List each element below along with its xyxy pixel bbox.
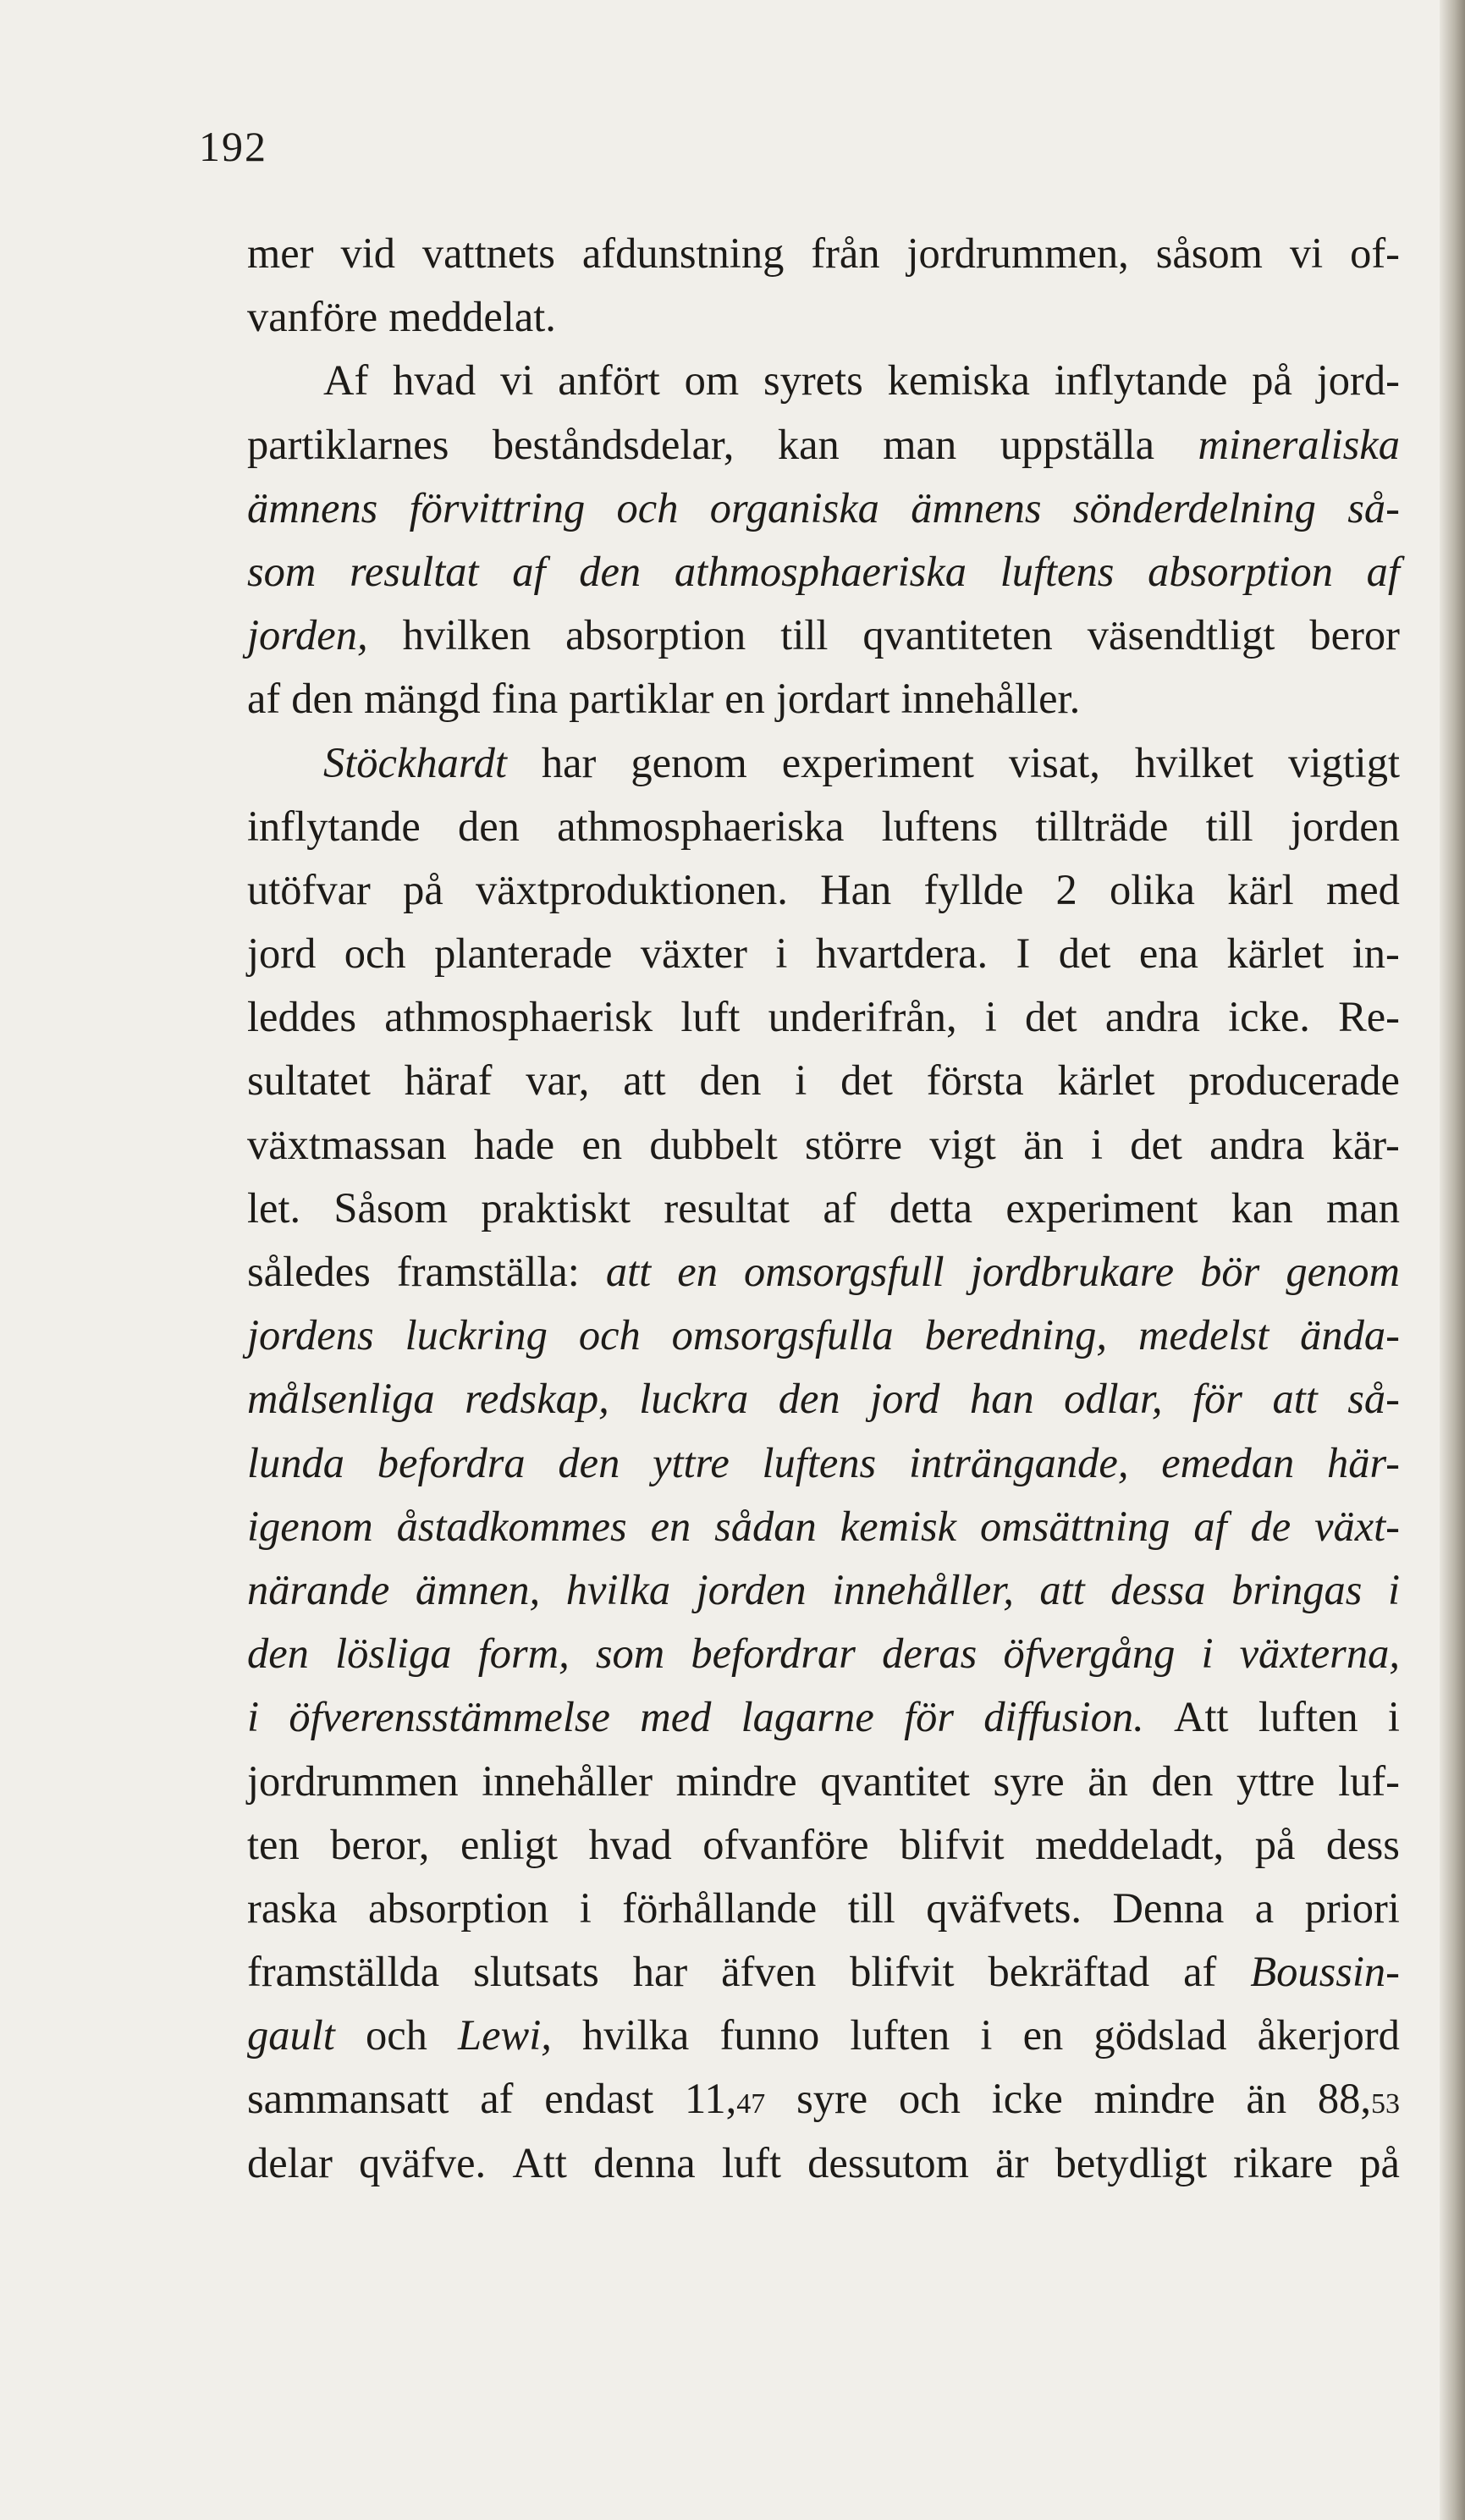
italic-word: närande	[247, 1565, 390, 1613]
italic-word: beredning,	[924, 1311, 1108, 1359]
word: partiklar	[569, 675, 714, 723]
word: med	[1325, 865, 1400, 913]
word: blifvit	[850, 1948, 955, 1996]
italic-word: hvilka	[565, 1565, 671, 1613]
word: kan	[777, 420, 840, 468]
italic-word: den	[247, 1629, 309, 1678]
word: vi	[500, 356, 534, 405]
word: innehåller.	[900, 675, 1081, 723]
text-line	[247, 604, 1400, 667]
italic-word: bringas	[1231, 1565, 1363, 1613]
word: anfört	[558, 356, 660, 405]
word: meddeladt,	[1035, 1820, 1225, 1868]
word: luf-	[1338, 1756, 1400, 1805]
italic-word: deras	[882, 1629, 978, 1678]
word: mängd	[364, 675, 481, 723]
word: häraf	[404, 1056, 493, 1105]
word: vanföre	[247, 293, 378, 341]
word: experiment	[781, 738, 974, 786]
word: jordart	[775, 675, 890, 723]
word: såsom	[1155, 229, 1263, 277]
word: hvilken	[402, 611, 531, 659]
text-line	[247, 1558, 1400, 1622]
word: andra	[1209, 1120, 1305, 1168]
word: inflytande	[247, 802, 421, 850]
word: 88,53	[1317, 2075, 1400, 2123]
italic-word: som	[247, 547, 317, 595]
italic-word: jorden	[696, 1565, 807, 1613]
italic-word: befordra	[377, 1438, 526, 1486]
italic-word: en	[650, 1502, 691, 1550]
word: en	[581, 1120, 623, 1168]
word: af	[480, 2075, 514, 2123]
italic-word: Lewi,	[458, 2011, 552, 2060]
word: bekräftad	[988, 1948, 1150, 1996]
word: åkerjord	[1257, 2011, 1400, 2060]
word: resultat	[664, 1183, 790, 1232]
word: på	[1359, 2138, 1400, 2186]
text-line	[247, 540, 1400, 604]
italic-word: af	[512, 547, 546, 595]
word: mer	[247, 229, 314, 277]
word: andra	[1104, 993, 1200, 1041]
word: producerade	[1188, 1056, 1400, 1105]
italic-word: yttre	[653, 1438, 730, 1486]
italic-word: af	[1366, 547, 1400, 595]
word: detta	[889, 1183, 973, 1232]
word: utöfvar	[247, 865, 371, 913]
word: qväfvets.	[926, 1883, 1082, 1932]
text-line	[247, 413, 1400, 477]
word: qvantitet	[820, 1756, 970, 1805]
word: den	[699, 1056, 762, 1105]
word: dess	[1325, 1820, 1400, 1868]
italic-word: öfvergång	[1003, 1629, 1176, 1678]
word: luft	[721, 2138, 781, 2186]
word: priori	[1304, 1883, 1400, 1932]
word: sammansatt	[247, 2075, 449, 2123]
word: innehåller	[482, 1756, 653, 1805]
word: i	[984, 993, 997, 1041]
italic-word: dessa	[1110, 1565, 1206, 1613]
italic-word: så-	[1347, 1375, 1400, 1423]
word: på	[1252, 356, 1292, 405]
italic-word: ämnen,	[415, 1565, 541, 1613]
word: till	[1205, 802, 1253, 850]
word: till	[847, 1883, 895, 1932]
word: inflytande	[1054, 356, 1228, 405]
word: en	[724, 675, 765, 723]
italic-word: ända-	[1300, 1311, 1400, 1359]
word: i	[795, 1056, 807, 1105]
italic-word: förvittring	[409, 483, 586, 532]
word: uppställa	[1000, 420, 1155, 468]
italic-word: befordrar	[691, 1629, 856, 1678]
word: en	[1022, 2011, 1064, 2060]
word: mindre	[675, 1756, 797, 1805]
italic-word: Boussin-	[1250, 1948, 1400, 1996]
italic-word: i	[1201, 1629, 1214, 1678]
italic-word: innehåller,	[832, 1565, 1014, 1613]
word: större	[805, 1120, 903, 1168]
italic-word: lunda	[247, 1438, 345, 1486]
word: leddes	[247, 993, 357, 1041]
word: jord-	[1316, 356, 1400, 405]
word: det	[840, 1056, 893, 1105]
italic-word: lösliga	[335, 1629, 452, 1678]
italic-word: att	[1039, 1565, 1085, 1613]
text-line	[247, 349, 1400, 412]
italic-word: en	[677, 1248, 718, 1295]
word: meddelat.	[388, 293, 556, 341]
word: funno	[719, 2011, 820, 2060]
word: genom	[631, 738, 747, 786]
word: 11,47	[685, 2075, 766, 2123]
word: växtproduktionen.	[475, 865, 788, 913]
text-line	[247, 1431, 1400, 1495]
italic-word: mineraliska	[1198, 420, 1400, 468]
word: slutsats	[473, 1948, 599, 1996]
word: Af	[323, 356, 369, 405]
italic-word: absorption	[1148, 547, 1333, 595]
text-line	[247, 1177, 1400, 1240]
word: är	[995, 2138, 1029, 2186]
text-line	[247, 922, 1400, 985]
word: underifrån,	[768, 993, 957, 1041]
italic-word: för	[904, 1693, 954, 1741]
word: beståndsdelar,	[492, 420, 735, 468]
word: luft	[680, 993, 741, 1041]
italic-word: målsenliga	[247, 1375, 435, 1423]
word: beror,	[330, 1820, 430, 1868]
word: olika	[1109, 865, 1195, 913]
word: yttre	[1236, 1756, 1315, 1805]
word: dessutom	[807, 2138, 969, 2186]
word: i	[1387, 1693, 1400, 1741]
word: förhållande	[622, 1883, 818, 1932]
word: ofvanföre	[702, 1820, 869, 1868]
word: qväfve.	[359, 2138, 487, 2186]
word: den	[457, 802, 520, 850]
italic-word: athmosphaeriska	[674, 547, 967, 595]
word: väsendtligt	[1087, 611, 1275, 659]
text-line	[247, 1304, 1400, 1367]
word: jord	[247, 929, 317, 978]
italic-word: medelst	[1137, 1311, 1269, 1359]
text-line	[247, 2004, 1400, 2067]
word: att	[623, 1056, 666, 1105]
word: på	[1254, 1820, 1296, 1868]
word: jordrummen,	[906, 229, 1129, 277]
italic-word: ämnens	[911, 483, 1042, 532]
italic-word: kemisk	[840, 1502, 957, 1550]
word: första	[926, 1056, 1024, 1105]
word: än	[1246, 2075, 1287, 2123]
word: kan	[1231, 1183, 1293, 1232]
word: har	[541, 738, 597, 786]
italic-word: diffusion.	[983, 1693, 1144, 1741]
word: till	[780, 611, 829, 659]
word: i	[775, 929, 788, 978]
word: Re-	[1338, 993, 1400, 1041]
text-line	[247, 1367, 1400, 1431]
text-line	[247, 2131, 1400, 2195]
word: rikare	[1233, 2138, 1334, 2186]
text-line	[247, 1622, 1400, 1685]
italic-word: åstadkommes	[396, 1502, 627, 1550]
word: Denna	[1112, 1883, 1225, 1932]
word: om	[684, 356, 740, 405]
italic-word: för	[1192, 1375, 1242, 1423]
italic-word: af	[1193, 1502, 1227, 1550]
word: of-	[1350, 229, 1400, 277]
italic-word: de	[1250, 1502, 1292, 1550]
word: af	[823, 1183, 856, 1232]
word: luften	[1258, 1693, 1358, 1741]
word: och	[898, 2075, 961, 2123]
text-line	[247, 1240, 1400, 1304]
word: har	[632, 1948, 688, 1996]
word: var,	[526, 1056, 590, 1105]
word: delar	[247, 2138, 333, 2186]
italic-word: den	[778, 1375, 840, 1423]
word: Att	[1174, 1693, 1229, 1741]
word: det	[1058, 929, 1111, 978]
word: vi	[1289, 229, 1324, 277]
italic-word: och	[616, 483, 679, 532]
italic-word: igenom	[247, 1502, 373, 1550]
word: mindre	[1093, 2075, 1215, 2123]
word: enligt	[460, 1820, 558, 1868]
italic-word: jordbrukare	[970, 1248, 1175, 1295]
word: afdunstning	[581, 229, 785, 277]
italic-word: redskap,	[465, 1375, 609, 1423]
text-line	[247, 1685, 1400, 1749]
word: gödslad	[1093, 2011, 1227, 2060]
word: Han	[820, 865, 892, 913]
word: betydligt	[1055, 2138, 1208, 2186]
word: och	[344, 929, 406, 978]
word: Att	[512, 2138, 567, 2186]
word: partiklarnes	[247, 420, 449, 468]
word: i	[1090, 1120, 1103, 1168]
italic-word: gault	[247, 2011, 335, 2060]
word: i	[980, 2011, 993, 2060]
word: let.	[247, 1183, 301, 1232]
italic-word: bör	[1200, 1248, 1260, 1295]
word: jorden	[1290, 802, 1400, 850]
word: hvad	[393, 356, 476, 405]
word: beror	[1309, 611, 1400, 659]
word: på	[403, 865, 443, 913]
word: athmosphaerisk	[384, 993, 653, 1041]
word: kärlet	[1226, 929, 1325, 978]
italic-word: med	[640, 1693, 712, 1741]
text-line	[247, 1049, 1400, 1112]
italic-word: form,	[477, 1629, 570, 1678]
word: fina	[491, 675, 559, 723]
italic-word: i	[247, 1693, 260, 1741]
italic-word: som	[595, 1629, 665, 1678]
italic-word: jordens	[247, 1311, 374, 1359]
word: kemiska	[887, 356, 1030, 405]
word: absorption	[368, 1883, 549, 1932]
word: växtmassan	[247, 1120, 447, 1168]
word: tillträde	[1035, 802, 1169, 850]
italic-word: sönderdelning	[1072, 483, 1316, 532]
italic-word: luckra	[639, 1375, 749, 1423]
page-number: 192	[199, 123, 267, 170]
text-line	[247, 1750, 1400, 1813]
word: man	[1326, 1183, 1400, 1232]
italic-word: lagarne	[741, 1693, 874, 1741]
text-line	[247, 795, 1400, 858]
italic-word: växterna,	[1239, 1629, 1400, 1678]
word: I	[1016, 929, 1031, 978]
text-line	[247, 1877, 1400, 1940]
word: från	[811, 229, 880, 277]
word: icke.	[1228, 993, 1310, 1041]
word: ten	[247, 1820, 300, 1868]
italic-word: den	[558, 1438, 620, 1486]
italic-word: ämnens	[247, 483, 378, 532]
word: a	[1254, 1883, 1275, 1932]
italic-word: luckring	[405, 1311, 548, 1359]
italic-word: här-	[1327, 1438, 1400, 1486]
word: dubbelt	[649, 1120, 778, 1168]
word: af	[247, 675, 281, 723]
body-text	[247, 222, 1400, 2195]
word: visat,	[1008, 738, 1100, 786]
italic-word: jord	[870, 1375, 940, 1423]
word: kär-	[1331, 1120, 1400, 1168]
word: luften	[850, 2011, 950, 2060]
text-line	[247, 1813, 1400, 1877]
italic-word: luftens	[1000, 547, 1115, 595]
word: ena	[1138, 929, 1198, 978]
italic-word: så-	[1347, 483, 1400, 532]
word: det	[1130, 1120, 1182, 1168]
italic-word: öfverensstämmelse	[289, 1693, 610, 1741]
word: således	[247, 1248, 371, 1295]
italic-word: Stöckhardt	[323, 738, 507, 786]
word: den	[1151, 1756, 1214, 1805]
italic-word: organiska	[709, 483, 879, 532]
italic-word: omsorgsfulla	[671, 1311, 894, 1359]
word: qvantiteten	[862, 611, 1053, 659]
word: in-	[1352, 929, 1400, 978]
text-line	[247, 285, 1400, 349]
word: vigtigt	[1288, 738, 1400, 786]
word: syre	[993, 1756, 1065, 1805]
word: hvilket	[1134, 738, 1254, 786]
italic-word: den	[579, 547, 642, 595]
text-line	[247, 1940, 1400, 2004]
italic-word: genom	[1286, 1248, 1400, 1295]
word: än	[1088, 1756, 1128, 1805]
word: vigt	[929, 1120, 996, 1168]
word: luftens	[881, 802, 999, 850]
italic-word: sådan	[714, 1502, 817, 1550]
word: hvad	[588, 1820, 672, 1868]
word: hade	[473, 1120, 555, 1168]
word: och	[365, 2011, 427, 2060]
word: man	[883, 420, 957, 468]
italic-word: odlar,	[1064, 1375, 1163, 1423]
word: experiment	[1005, 1183, 1198, 1232]
word: endast	[544, 2075, 654, 2123]
word: af	[1183, 1948, 1217, 1996]
word: athmosphaeriska	[557, 802, 845, 850]
word: fyllde	[923, 865, 1024, 913]
italic-word: och	[578, 1311, 641, 1359]
italic-word: omsorgsfull	[744, 1248, 945, 1295]
italic-word: emedan	[1161, 1438, 1295, 1486]
word: än	[1023, 1120, 1064, 1168]
text-line	[247, 731, 1400, 795]
word: 2	[1055, 865, 1077, 913]
text-line	[247, 858, 1400, 922]
word: denna	[593, 2138, 696, 2186]
word: den	[291, 675, 354, 723]
text-line	[247, 667, 1400, 731]
page-edge-shadow	[1440, 0, 1465, 2520]
word: sultatet	[247, 1056, 371, 1105]
word: icke	[991, 2075, 1063, 2123]
word: kärlet	[1057, 1056, 1155, 1105]
italic-word: i	[1387, 1565, 1400, 1613]
text-line	[247, 477, 1400, 540]
text-line	[247, 1113, 1400, 1177]
word: raska	[247, 1883, 338, 1932]
word: i	[579, 1883, 592, 1932]
word: Såsom	[333, 1183, 449, 1232]
word: praktiskt	[481, 1183, 631, 1232]
word: blifvit	[900, 1820, 1005, 1868]
word: vid	[340, 229, 395, 277]
word: det	[1024, 993, 1077, 1041]
word: jordrummen	[247, 1756, 459, 1805]
word: vattnets	[421, 229, 555, 277]
italic-word: luftens	[762, 1438, 877, 1486]
word: hvilka	[582, 2011, 690, 2060]
italic-word: växt-	[1314, 1502, 1400, 1550]
word: kärl	[1227, 865, 1294, 913]
italic-word: resultat	[350, 547, 479, 595]
word: syre	[796, 2075, 868, 2123]
italic-word: han	[969, 1375, 1034, 1423]
word: absorption	[565, 611, 746, 659]
word: syrets	[763, 356, 863, 405]
italic-word: att	[605, 1248, 652, 1295]
italic-word: inträngande,	[908, 1438, 1129, 1486]
word: framställda	[247, 1948, 440, 1996]
word: planterade	[434, 929, 613, 978]
italic-word: att	[1272, 1375, 1318, 1423]
text-line	[247, 985, 1400, 1049]
text-line	[247, 1495, 1400, 1558]
word: växter	[640, 929, 747, 978]
word: framställa:	[396, 1248, 580, 1295]
text-line	[247, 222, 1400, 285]
word: äfven	[721, 1948, 817, 1996]
word: hvartdera.	[815, 929, 989, 978]
text-line	[247, 2067, 1400, 2131]
italic-word: jorden,	[247, 611, 368, 659]
italic-word: omsättning	[979, 1502, 1170, 1550]
